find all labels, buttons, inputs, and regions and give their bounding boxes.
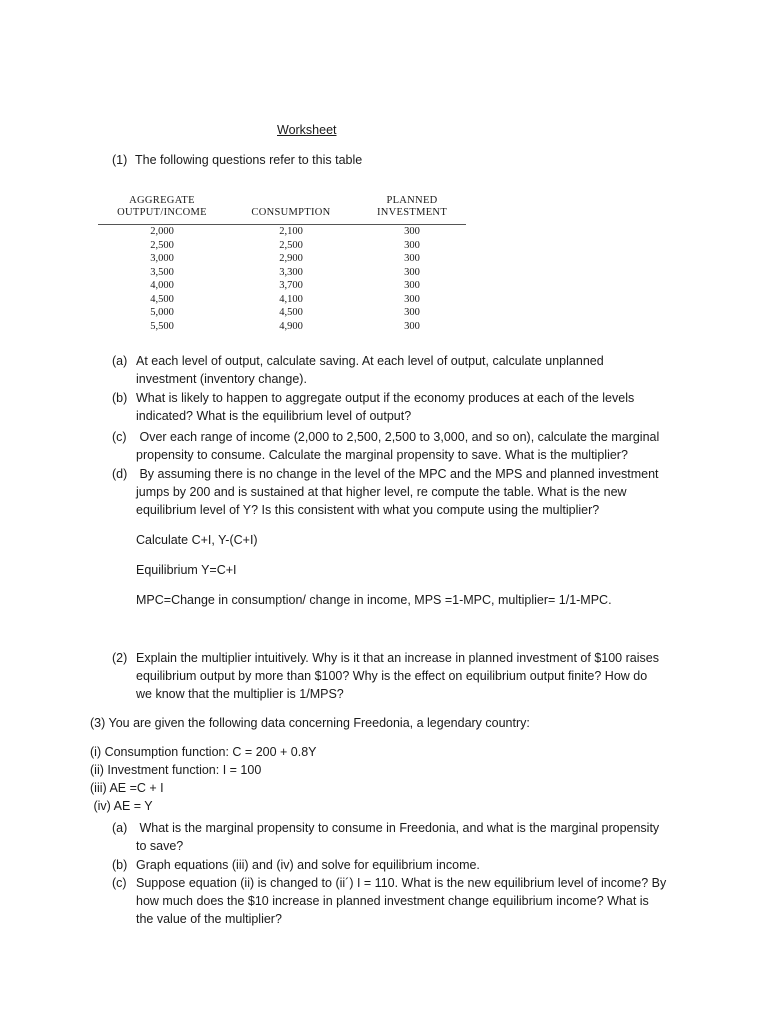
table-cell: 3,700	[279, 280, 303, 291]
table-cell: 4,500	[150, 293, 174, 305]
table-cell: 5,000	[150, 307, 174, 318]
part-text-line: to save?	[136, 839, 184, 853]
table-cell: 4,900	[279, 320, 303, 332]
table-cell: 3,300	[279, 266, 303, 278]
table-cell: 3,500	[150, 266, 174, 278]
table-cell: 5,500	[150, 320, 174, 332]
table-cell: 300	[404, 239, 420, 251]
part-label: (b)	[112, 391, 128, 405]
equation-list	[90, 743, 317, 815]
question-2	[112, 649, 659, 703]
equation: (iv) AE = Y	[90, 799, 153, 813]
table-cell: 300	[404, 307, 420, 318]
column-header-consumption	[240, 207, 342, 219]
column-header-output	[100, 195, 224, 219]
header-line: PLANNED	[386, 195, 438, 206]
part-text-line: At each level of output, calculate saving. At each level of output, calculate unplanned	[136, 354, 604, 368]
note-equilibrium: Equilibrium Y=C+I	[136, 563, 237, 577]
question-3b	[112, 856, 480, 874]
question-1-intro	[112, 151, 362, 169]
table-cell: 2,500	[279, 239, 303, 251]
header-line: OUTPUT/INCOME	[117, 207, 207, 218]
part-text-line: What is the marginal propensity to consume in Freedonia, and what is the marginal propensity	[136, 821, 660, 835]
part-text-line: Over each range of income (2,000 to 2,500, 2,500 to 3,000, and so on), calculate the marginal	[136, 430, 660, 444]
table-cell: 300	[404, 226, 420, 237]
table-column-consumption	[269, 225, 313, 333]
table-cell: 4,000	[150, 280, 174, 291]
table-cell: 4,100	[279, 293, 303, 305]
part-text-line: indicated? What is the equilibrium level of output?	[136, 409, 412, 423]
question-1c	[112, 428, 659, 464]
part-text-line: By assuming there is no change in the level of the MPC and the MPS and planned investment	[136, 467, 659, 481]
part-label: (c)	[112, 430, 127, 444]
table-column-investment	[392, 225, 432, 333]
table-cell: 300	[404, 253, 420, 264]
table-cell: 2,100	[279, 226, 303, 237]
header-line: CONSUMPTION	[251, 207, 331, 218]
question-text-line: we know that the multiplier is 1/MPS?	[136, 687, 344, 701]
note-formulas: MPC=Change in consumption/ change in income, MPS =1-MPC, multiplier= 1/1-MPC.	[136, 593, 612, 607]
question-3a	[112, 819, 659, 855]
equation: (ii) Investment function: I = 100	[90, 763, 262, 777]
note-calculate: Calculate C+I, Y-(C+I)	[136, 533, 258, 547]
part-text-line: Suppose equation (ii) is changed to (ii´) I = 110. What is the new equilibrium level of income? By	[136, 876, 667, 890]
table-cell: 300	[404, 293, 420, 305]
part-text-line: What is likely to happen to aggregate output if the economy produces at each of the levels	[136, 391, 635, 405]
part-text-line: Graph equations (iii) and (iv) and solve for equilibrium income.	[136, 858, 480, 872]
part-label: (a)	[112, 354, 128, 368]
part-text-line: jumps by 200 and is sustained at that higher level, re compute the table. What is the new	[136, 485, 627, 499]
part-text-line: propensity to consume. Calculate the marginal propensity to save. What is the multiplier?	[136, 448, 628, 462]
part-label: (c)	[112, 876, 127, 890]
part-text-line: the value of the multiplier?	[136, 912, 282, 926]
table-cell: 4,500	[279, 307, 303, 318]
table-column-output	[140, 225, 184, 333]
part-label: (b)	[112, 858, 128, 872]
question-1b	[112, 389, 634, 425]
table-cell: 300	[404, 266, 420, 278]
table-cell: 2,500	[150, 239, 174, 251]
header-line: AGGREGATE	[129, 195, 195, 206]
question-text-line: equilibrium output by more than $100? Why is the effect on equilibrium output finite? How do	[136, 669, 648, 683]
part-label: (a)	[112, 821, 128, 835]
question-1d	[112, 465, 659, 519]
part-text-line: investment (inventory change).	[136, 372, 307, 386]
part-label: (d)	[112, 467, 128, 481]
question-number: (1)	[112, 153, 128, 167]
question-1a	[112, 352, 604, 388]
column-header-investment	[366, 195, 458, 219]
table-cell: 2,900	[279, 253, 303, 264]
header-line: INVESTMENT	[376, 207, 448, 218]
part-text-line: how much does the $10 increase in planned investment change equilibrium income? What is	[136, 894, 649, 908]
equation: (i) Consumption function: C = 200 + 0.8Y	[90, 745, 317, 759]
question-number: (2)	[112, 651, 128, 665]
table-cell: 3,000	[150, 253, 174, 264]
page-title: Worksheet	[277, 123, 337, 137]
table-cell: 2,000	[150, 226, 174, 237]
table-cell: 300	[404, 280, 420, 291]
question-text: The following questions refer to this table	[135, 153, 363, 167]
question-text-line: Explain the multiplier intuitively. Why is it that an increase in planned investment of $100 raises	[136, 651, 659, 665]
table-cell: 300	[404, 320, 420, 332]
part-text-line: equilibrium level of Y? Is this consistent with what you compute using the multiplier?	[136, 503, 600, 517]
question-3-intro: (3) You are given the following data concerning Freedonia, a legendary country:	[90, 716, 530, 730]
question-3c	[112, 874, 666, 928]
equation: (iii) AE =C + I	[90, 781, 164, 795]
